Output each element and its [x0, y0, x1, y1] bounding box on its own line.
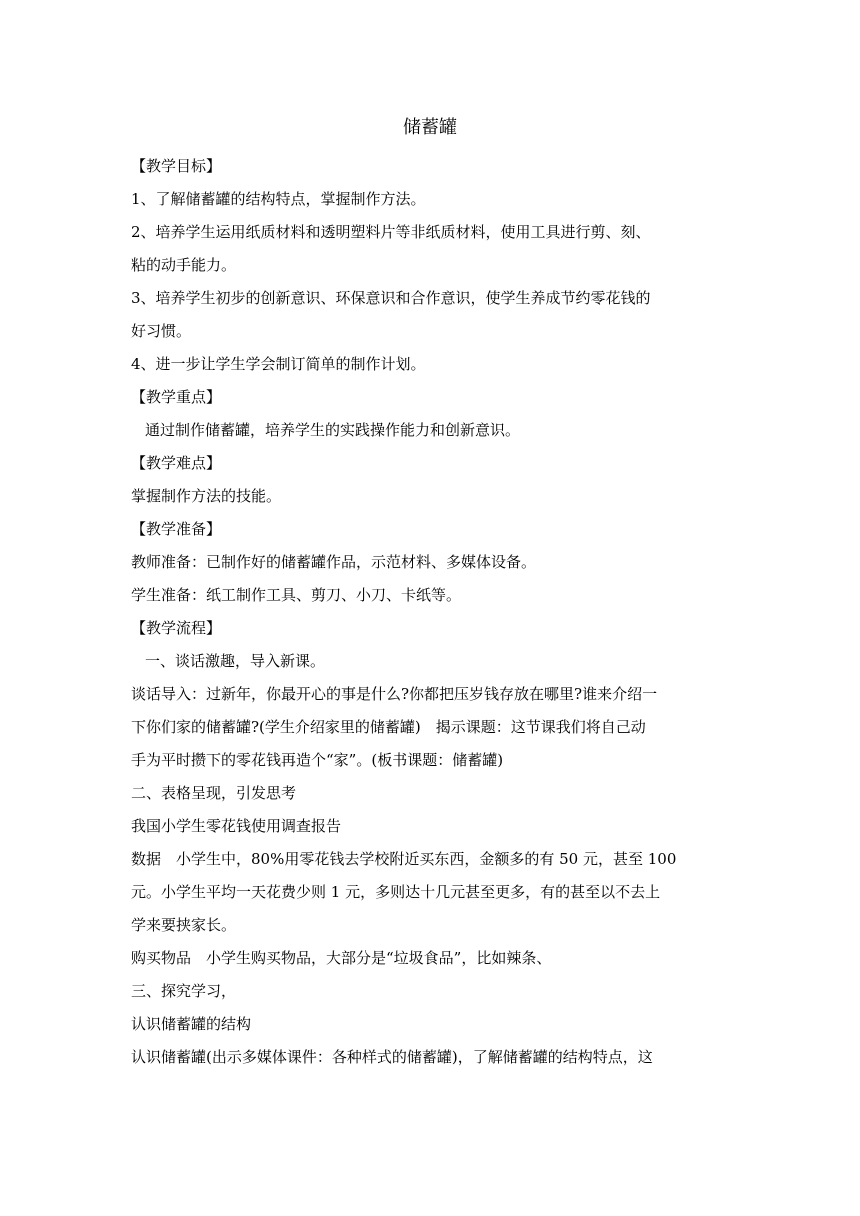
body-line: 元。小学生平均一天花费少则 1 元，多则达十几元甚至更多，有的甚至以不去上 — [131, 883, 661, 901]
body-line: 学来要挟家长。 — [131, 916, 237, 934]
body-line: 好习惯。 — [131, 322, 192, 340]
body-line: 3、培养学生初步的创新意识、环保意识和合作意识，使学生养成节约零花钱的 — [131, 289, 651, 307]
body-line: 4、进一步让学生学会制订简单的制作计划。 — [131, 355, 426, 373]
body-line: 三、探究学习， — [131, 982, 237, 1000]
body-line: 认识储蓄罐(出示多媒体课件：各种样式的储蓄罐)，了解储蓄罐的结构特点，这 — [131, 1048, 653, 1066]
body-line: 我国小学生零花钱使用调查报告 — [131, 817, 342, 835]
body-line: 粘的动手能力。 — [131, 256, 237, 274]
body-line: 教师准备：已制作好的储蓄罐作品，示范材料、多媒体设备。 — [131, 553, 537, 571]
body-line: 数据 小学生中，80%用零花钱去学校附近买东西，金额多的有 50 元，甚至 100 — [131, 850, 677, 868]
body-line: 学生准备：纸工制作工具、剪刀、小刀、卡纸等。 — [131, 586, 462, 604]
body-line: 一、谈话激趣，导入新课。 — [145, 652, 326, 670]
body-line: 通过制作储蓄罐，培养学生的实践操作能力和创新意识。 — [145, 421, 521, 439]
body-line: 2、培养学生运用纸质材料和透明塑料片等非纸质材料，使用工具进行剪、刻、 — [131, 223, 651, 241]
body-line: 二、表格呈现，引发思考 — [131, 784, 297, 802]
body-line: 掌握制作方法的技能。 — [131, 487, 282, 505]
body-line: 下你们家的储蓄罐?(学生介绍家里的储蓄罐) 揭示课题：这节课我们将自己动 — [131, 718, 646, 736]
section-heading-difficulties: 【教学难点】 — [131, 454, 222, 472]
body-line: 认识储蓄罐的结构 — [131, 1015, 252, 1033]
body-line: 谈话导入：过新年，你最开心的事是什么?你都把压岁钱存放在哪里?谁来介绍一 — [131, 685, 658, 703]
document-title: 储蓄罐 — [403, 117, 457, 138]
body-line: 购买物品 小学生购买物品，大部分是“垃圾食品”，比如辣条、 — [131, 949, 552, 967]
section-heading-key-points: 【教学重点】 — [131, 388, 222, 406]
section-heading-preparation: 【教学准备】 — [131, 520, 222, 538]
section-heading-process: 【教学流程】 — [131, 619, 222, 637]
section-heading-objectives: 【教学目标】 — [131, 157, 222, 175]
body-line: 手为平时攒下的零花钱再造个“家”。(板书课题：储蓄罐) — [131, 751, 504, 769]
document-body — [131, 150, 736, 1074]
body-line: 1、了解储蓄罐的结构特点，掌握制作方法。 — [131, 190, 426, 208]
